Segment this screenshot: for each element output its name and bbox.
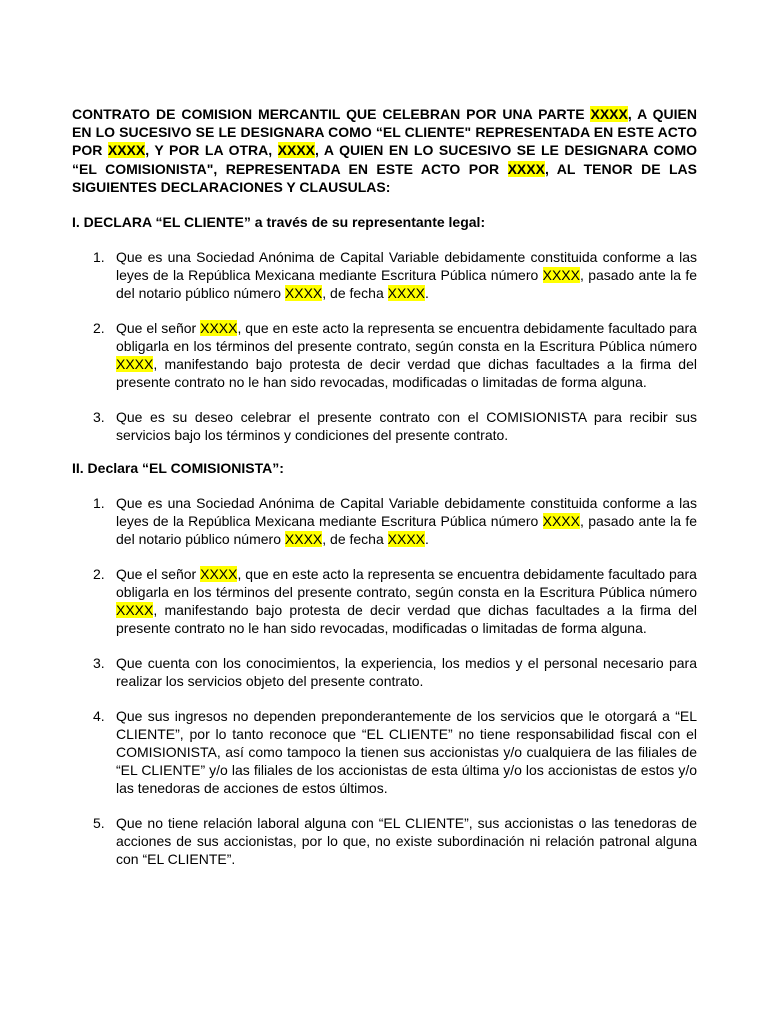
text-run: Que es una Sociedad Anónima de Capital Variable debidamente constituida conforme a las leyes de la República Mexicana mediante Escritura Pública número bbox=[116, 249, 697, 284]
list-item-number: 3. bbox=[93, 655, 105, 672]
text-run: Que sus ingresos no dependen preponderantemente de los servicios que le otorgará a “EL CLIENTE”, por lo tanto reconoce que “EL CLIENTE” no tiene responsabilidad fiscal con el COMISIONISTA, así como tampoco la tienen sus accionistas y/o cualquiera de las filiales de “EL CLIENTE” y/o las filiales de los accionistas de esta última y/o los accionistas de estos y/o las tenedoras de acciones de estos últimos. bbox=[116, 708, 697, 797]
list-item bbox=[72, 654, 697, 690]
list-item-text bbox=[116, 409, 697, 443]
list-item-text bbox=[116, 249, 697, 301]
list-item bbox=[72, 408, 697, 444]
text-run: , que en este acto la representa se encuentra debidamente facultado para obligarla en los términos del presente contrato, según consta en la Escritura Pública número bbox=[116, 320, 697, 355]
text-run: , manifestando bajo protesta de decir verdad que dichas facultades a la firma del presente contrato no le han sido revocadas, modificadas o limitadas de forma alguna. bbox=[116, 356, 697, 391]
placeholder-highlight: XXXX bbox=[107, 142, 146, 159]
text-run: . bbox=[425, 531, 429, 548]
list-item bbox=[72, 319, 697, 391]
text-run: CONTRATO DE COMISION MERCANTIL QUE CELEBRAN POR UNA PARTE bbox=[72, 106, 591, 122]
text-run: , manifestando bajo protesta de decir verdad que dichas facultades a la firma del presente contrato no le han sido revocadas, modificadas o limitadas de forma alguna. bbox=[116, 602, 697, 637]
placeholder-highlight: XXXX bbox=[387, 285, 425, 302]
text-run: Que cuenta con los conocimientos, la experiencia, los medios y el personal necesario para realizar los servicios objeto del presente contrato. bbox=[116, 655, 697, 690]
text-run: , que en este acto la representa se encuentra debidamente facultado para obligarla en los términos del presente contrato, según consta en la Escritura Pública número bbox=[116, 566, 697, 601]
list-item bbox=[72, 494, 697, 548]
list-item bbox=[72, 707, 697, 797]
cliente-declarations-list bbox=[72, 248, 697, 444]
placeholder-highlight: XXXX bbox=[284, 531, 323, 548]
list-item-text bbox=[116, 815, 697, 867]
placeholder-highlight: XXXX bbox=[277, 142, 316, 159]
list-item bbox=[72, 565, 697, 637]
comisionista-declarations-list bbox=[72, 494, 697, 868]
list-item-number: 1. bbox=[93, 495, 105, 512]
text-run: Que el señor bbox=[116, 566, 201, 583]
text-run: , de fecha bbox=[322, 285, 388, 302]
section-heading-comisionista: II. Declara “EL COMISIONISTA”: bbox=[72, 460, 284, 477]
text-run: , pasado ante la fe del notario público número bbox=[116, 513, 697, 548]
placeholder-highlight: XXXX bbox=[116, 356, 154, 373]
text-run: , pasado ante la fe del notario público número bbox=[116, 267, 697, 302]
placeholder-highlight: XXXX bbox=[590, 106, 628, 122]
list-item-text bbox=[116, 495, 697, 547]
text-run: , de fecha bbox=[322, 531, 388, 548]
list-item-text bbox=[116, 566, 697, 636]
text-run: , Y POR LA OTRA, bbox=[145, 142, 278, 159]
placeholder-highlight: XXXX bbox=[284, 285, 323, 302]
placeholder-highlight: XXXX bbox=[116, 602, 154, 619]
placeholder-highlight: XXXX bbox=[507, 160, 545, 177]
text-run: Que no tiene relación laboral alguna con “EL CLIENTE”, sus accionistas o las tenedoras de acciones de sus accionistas, por lo que, no existe subordinación ni relación patronal alguna con “EL CLIENTE”. bbox=[116, 815, 697, 868]
text-run: Que es una Sociedad Anónima de Capital Variable debidamente constituida conforme a las leyes de la República Mexicana mediante Escritura Pública número bbox=[116, 495, 697, 530]
text-run: , AL TENOR DE LAS SIGUIENTES DECLARACIONES Y CLAUSULAS: bbox=[72, 160, 697, 195]
placeholder-highlight: XXXX bbox=[200, 320, 238, 337]
text-run: . bbox=[425, 285, 429, 302]
list-item-text bbox=[116, 320, 697, 390]
list-item bbox=[72, 248, 697, 302]
list-item-number: 3. bbox=[93, 409, 105, 426]
placeholder-highlight: XXXX bbox=[542, 267, 580, 284]
text-run: , A QUIEN EN LO SUCESIVO SE LE DESIGNARA COMO “EL COMISIONISTA", REPRESENTADA EN ESTE ACTO POR bbox=[72, 142, 697, 177]
list-item-number: 4. bbox=[93, 708, 105, 725]
contract-title bbox=[72, 105, 697, 196]
text-run: , A QUIEN EN LO SUCESIVO SE LE DESIGNARA COMO “EL CLIENTE" REPRESENTADA EN ESTE ACTO POR bbox=[72, 106, 698, 159]
list-item-text bbox=[116, 655, 697, 689]
text-run: Que es su deseo celebrar el presente contrato con el COMISIONISTA para recibir sus servicios bajo los términos y condiciones del presente contrato. bbox=[116, 409, 697, 444]
document-page bbox=[72, 105, 697, 868]
list-item bbox=[72, 814, 697, 868]
list-item-number: 2. bbox=[93, 320, 105, 337]
section-heading-cliente: I. DECLARA “EL CLIENTE” a través de su representante legal: bbox=[72, 214, 486, 231]
placeholder-highlight: XXXX bbox=[542, 513, 580, 530]
placeholder-highlight: XXXX bbox=[387, 531, 425, 548]
list-item-number: 2. bbox=[93, 566, 105, 583]
list-item-text bbox=[116, 708, 697, 796]
list-item-number: 5. bbox=[93, 815, 105, 832]
text-run: Que el señor bbox=[116, 320, 201, 337]
list-item-number: 1. bbox=[93, 249, 105, 266]
placeholder-highlight: XXXX bbox=[200, 566, 238, 583]
